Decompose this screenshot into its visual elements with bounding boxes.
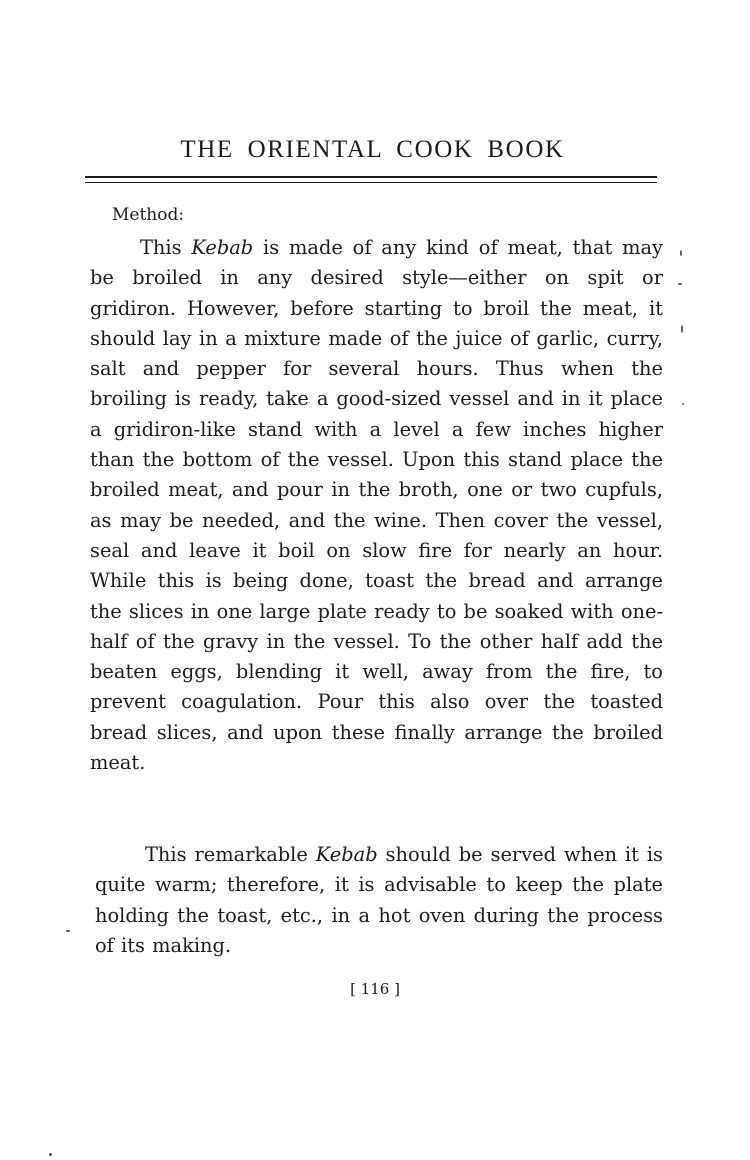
paragraph-1-text-a: This [140, 236, 192, 259]
paragraph-1-text-b: is made of any kind of meat, that may be broiled in any desired style—either on spit or gridiron. However, before starting to broil the meat, it should lay in a mixture made of the juice of garlic, curry, salt and pepper for several hours. Thus when the broiling is ready, take a good-sized vessel and in it place a gridiron-like stand with a level a few inches higher than the bottom of the vessel. Upon this stand place the broiled meat, and pour in the broth, one or two cupfuls, as may be needed, and the wine. Then cover the vessel, seal and leave it boil on slow fire for nearly an hour. While this is being done, toast the bread and arrange the slices in one large plate ready to be soaked with one-half of the gravy in the vessel. To the other half add the beaten eggs, blending it well, away from the fire, to prevent coagulation. Pour this also over the toasted bread slices, and upon these finally arrange the broiled meat. [90, 236, 664, 775]
scan-speck [681, 325, 683, 333]
paragraph-1-dish-name: Kebab [191, 236, 254, 259]
header-rule-thick [85, 176, 657, 178]
method-paragraph-1 [90, 233, 663, 778]
header-rule-thin [85, 182, 657, 183]
paragraph-2-dish-name: Kebab [315, 843, 378, 866]
scan-speck [66, 930, 70, 932]
method-paragraph-2 [95, 840, 663, 961]
section-label: Method: [112, 205, 185, 225]
scan-speck [678, 283, 682, 285]
running-head: THE ORIENTAL COOK BOOK [180, 136, 565, 163]
scan-speck [682, 403, 684, 405]
paragraph-2-text-b: should be served when it is quite warm; therefore, it is advisable to keep the plate holding the toast, etc., in a hot oven during the process of its making. [95, 843, 664, 957]
page-number: [ 116 ] [350, 980, 400, 998]
paragraph-2-text-a: This remarkable [145, 843, 316, 866]
scan-speck [680, 250, 682, 256]
scan-speck [49, 1153, 52, 1156]
